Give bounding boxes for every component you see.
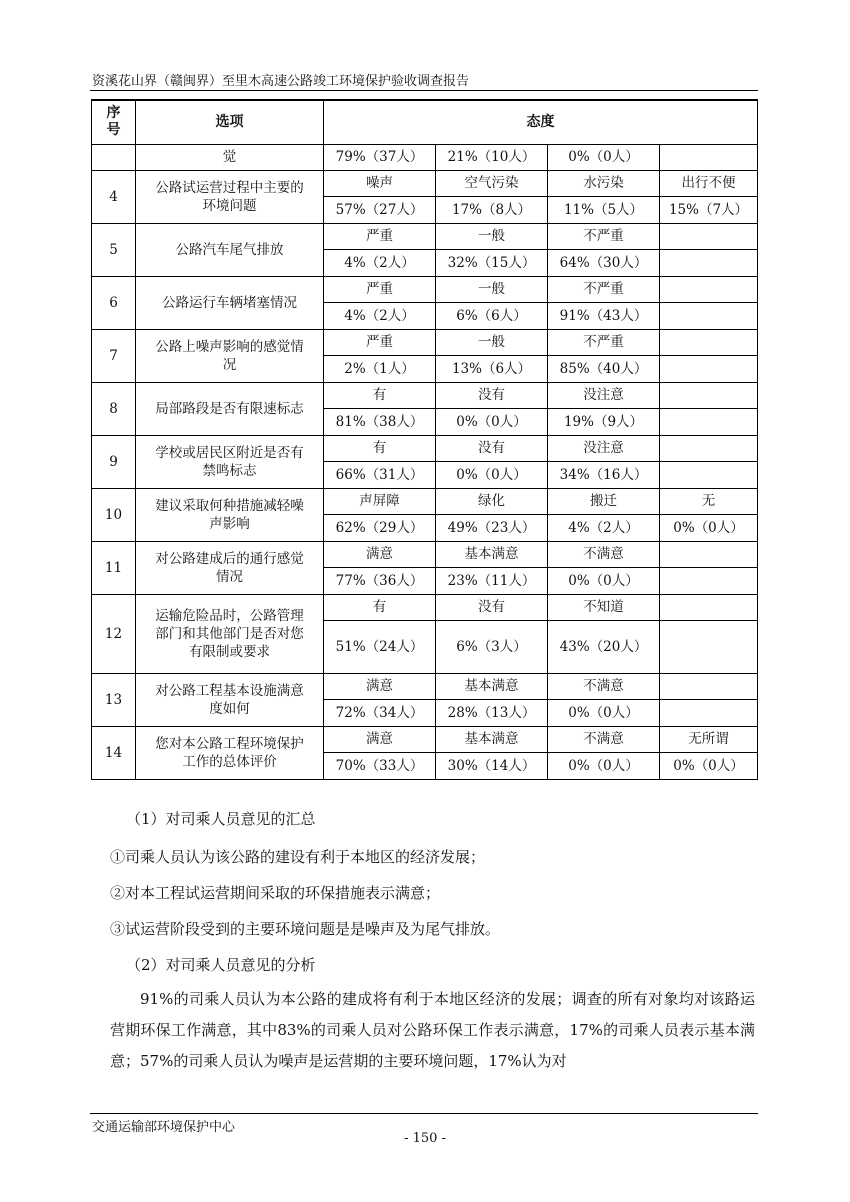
answer-cell: 91%（43人） — [548, 302, 660, 329]
answer-cell: 0%（0人） — [660, 752, 758, 779]
row-question: 您对本公路工程环境保护工作的总体评价 — [136, 726, 324, 779]
option-cell — [660, 223, 758, 249]
answer-cell: 4%（2人） — [548, 514, 660, 541]
analysis-heading: （2）对司乘人员意见的分析 — [126, 956, 316, 974]
row-number: 12 — [92, 594, 136, 673]
answer-cell: 0%（0人） — [548, 699, 660, 726]
option-cell — [660, 435, 758, 461]
answer-cell — [660, 144, 758, 170]
row-question: 对公路建成后的通行感觉情况 — [136, 541, 324, 594]
answer-cell: 32%（15人） — [436, 249, 548, 276]
answer-cell: 66%（31人） — [324, 461, 436, 488]
answer-cell: 6%（6人） — [436, 302, 548, 329]
answer-cell: 70%（33人） — [324, 752, 436, 779]
answer-cell: 0%（0人） — [436, 408, 548, 435]
page-number: - 150 - — [404, 1131, 446, 1146]
answer-cell — [660, 461, 758, 488]
answer-cell: 0%（0人） — [660, 514, 758, 541]
answer-cell: 0%（0人） — [548, 144, 660, 170]
option-cell: 不严重 — [548, 276, 660, 302]
survey-table — [91, 99, 758, 780]
answer-cell: 77%（36人） — [324, 567, 436, 594]
row-question: 公路汽车尾气排放 — [136, 223, 324, 276]
row-question: 学校或居民区附近是否有禁鸣标志 — [136, 435, 324, 488]
footer-organization: 交通运输部环境保护中心 — [92, 1120, 236, 1135]
option-cell: 有 — [324, 435, 436, 461]
option-cell: 没有 — [436, 435, 548, 461]
answer-cell — [660, 302, 758, 329]
answer-cell: 23%（11人） — [436, 567, 548, 594]
answer-cell — [660, 249, 758, 276]
option-cell — [660, 673, 758, 699]
answer-cell — [660, 699, 758, 726]
answer-cell: 21%（10人） — [436, 144, 548, 170]
answer-cell: 81%（38人） — [324, 408, 436, 435]
option-cell: 基本满意 — [436, 673, 548, 699]
header-no: 序号 — [92, 100, 136, 144]
answer-cell: 15%（7人） — [660, 196, 758, 223]
option-cell: 不知道 — [548, 594, 660, 620]
option-cell: 不满意 — [548, 541, 660, 567]
table-row — [92, 223, 758, 249]
option-cell: 严重 — [324, 223, 436, 249]
option-cell: 空气污染 — [436, 170, 548, 196]
option-cell — [660, 541, 758, 567]
option-cell: 搬迁 — [548, 488, 660, 514]
option-cell: 出行不便 — [660, 170, 758, 196]
answer-cell: 6%（3人） — [436, 620, 548, 673]
option-cell: 严重 — [324, 276, 436, 302]
answer-cell: 19%（9人） — [548, 408, 660, 435]
table-row — [92, 726, 758, 752]
option-cell: 噪声 — [324, 170, 436, 196]
answer-cell: 34%（16人） — [548, 461, 660, 488]
answer-cell — [660, 408, 758, 435]
option-cell: 一般 — [436, 276, 548, 302]
answer-cell: 4%（2人） — [324, 302, 436, 329]
answer-cell: 43%（20人） — [548, 620, 660, 673]
row-number: 5 — [92, 223, 136, 276]
option-cell — [660, 594, 758, 620]
option-cell: 不严重 — [548, 223, 660, 249]
row-number: 14 — [92, 726, 136, 779]
header-option: 选项 — [136, 100, 324, 144]
answer-cell: 64%（30人） — [548, 249, 660, 276]
answer-cell — [660, 620, 758, 673]
option-cell: 有 — [324, 594, 436, 620]
option-cell: 不满意 — [548, 673, 660, 699]
answer-cell: 57%（27人） — [324, 196, 436, 223]
row-number: 13 — [92, 673, 136, 726]
row-question: 公路上噪声影响的感觉情况 — [136, 329, 324, 382]
row-number: 10 — [92, 488, 136, 541]
table-row — [92, 170, 758, 196]
answer-cell: 79%（37人） — [324, 144, 436, 170]
option-cell: 基本满意 — [436, 726, 548, 752]
option-cell: 绿化 — [436, 488, 548, 514]
option-cell: 一般 — [436, 223, 548, 249]
answer-cell: 28%（13人） — [436, 699, 548, 726]
option-cell: 没注意 — [548, 382, 660, 408]
row-question: 对公路工程基本设施满意度如何 — [136, 673, 324, 726]
answer-cell: 13%（6人） — [436, 355, 548, 382]
analysis-paragraph: 91%的司乘人员认为本公路的建成将有利于本地区经济的发展；调查的所有对象均对该路运营期环保工作满意，其中83%的司乘人员对公路环保工作表示满意，17%的司乘人员表示基本满意；57%的司乘人员认为噪声是运营期的主要环境问题，17%认为对 — [110, 990, 755, 1070]
row-question: 公路运行车辆堵塞情况 — [136, 276, 324, 329]
answer-cell: 11%（5人） — [548, 196, 660, 223]
table-row — [92, 488, 758, 514]
table-row — [92, 435, 758, 461]
row-number: 6 — [92, 276, 136, 329]
summary-item-1: ①司乘人员认为该公路的建设有利于本地区的经济发展； — [110, 848, 486, 866]
option-cell — [660, 329, 758, 355]
row-number: 11 — [92, 541, 136, 594]
answer-cell: 0%（0人） — [436, 461, 548, 488]
option-cell: 水污染 — [548, 170, 660, 196]
row-number: 9 — [92, 435, 136, 488]
option-cell: 无 — [660, 488, 758, 514]
row-question: 公路试运营过程中主要的环境问题 — [136, 170, 324, 223]
table-row — [92, 541, 758, 567]
option-cell: 无所谓 — [660, 726, 758, 752]
answer-cell: 2%（1人） — [324, 355, 436, 382]
answer-cell: 85%（40人） — [548, 355, 660, 382]
header-attitude: 态度 — [324, 100, 758, 144]
row-number: 4 — [92, 170, 136, 223]
row-number: 8 — [92, 382, 136, 435]
table-row — [92, 673, 758, 699]
answer-cell: 0%（0人） — [548, 752, 660, 779]
row-question: 觉 — [136, 144, 324, 170]
option-cell: 满意 — [324, 541, 436, 567]
option-cell: 不满意 — [548, 726, 660, 752]
answer-cell: 62%（29人） — [324, 514, 436, 541]
option-cell: 基本满意 — [436, 541, 548, 567]
row-number: 7 — [92, 329, 136, 382]
table-header-row — [92, 100, 758, 144]
option-cell: 一般 — [436, 329, 548, 355]
option-cell: 严重 — [324, 329, 436, 355]
answer-cell — [660, 567, 758, 594]
row-question: 建议采取何种措施减轻噪声影响 — [136, 488, 324, 541]
option-cell: 满意 — [324, 726, 436, 752]
option-cell: 没有 — [436, 594, 548, 620]
footer-rule — [90, 1113, 758, 1114]
option-cell: 不严重 — [548, 329, 660, 355]
table-row — [92, 144, 758, 170]
table-row — [92, 594, 758, 620]
option-cell — [660, 276, 758, 302]
report-title: 资溪花山界（赣闽界）至里木高速公路竣工环境保护验收调查报告 — [92, 74, 470, 89]
answer-cell: 17%（8人） — [436, 196, 548, 223]
row-question: 运输危险品时，公路管理部门和其他部门是否对您有限制或要求 — [136, 594, 324, 673]
answer-cell: 0%（0人） — [548, 567, 660, 594]
answer-cell — [660, 355, 758, 382]
answer-cell: 72%（34人） — [324, 699, 436, 726]
answer-cell: 4%（2人） — [324, 249, 436, 276]
table-row — [92, 276, 758, 302]
option-cell: 没有 — [436, 382, 548, 408]
option-cell: 满意 — [324, 673, 436, 699]
option-cell: 声屏障 — [324, 488, 436, 514]
option-cell: 有 — [324, 382, 436, 408]
option-cell — [660, 382, 758, 408]
summary-heading: （1）对司乘人员意见的汇总 — [126, 810, 316, 828]
table-row — [92, 329, 758, 355]
answer-cell: 30%（14人） — [436, 752, 548, 779]
row-number — [92, 144, 136, 170]
table-row — [92, 382, 758, 408]
answer-cell: 49%（23人） — [436, 514, 548, 541]
answer-cell: 51%（24人） — [324, 620, 436, 673]
summary-item-2: ②对本工程试运营期间采取的环保措施表示满意； — [110, 884, 441, 902]
summary-item-3: ③试运营阶段受到的主要环境问题是是噪声及为尾气排放。 — [110, 920, 501, 938]
header-rule — [90, 90, 758, 91]
row-question: 局部路段是否有限速标志 — [136, 382, 324, 435]
option-cell: 没注意 — [548, 435, 660, 461]
